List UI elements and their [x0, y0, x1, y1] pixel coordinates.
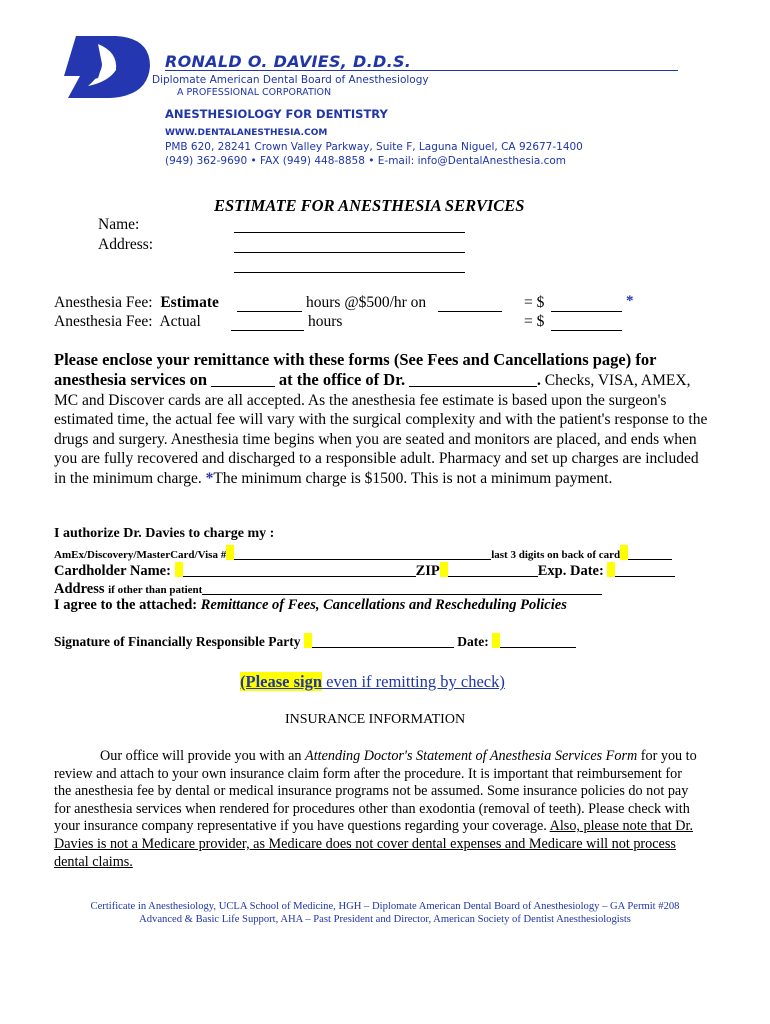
billing-address-row [54, 580, 602, 598]
footer-credentials-2: Advanced & Basic Life Support, AHA – Past President and Director, American Society of Dentist Anesthesiologists [139, 914, 631, 925]
practice-address: PMB 620, 28241 Crown Valley Parkway, Suite F, Laguna Niguel, CA 92677-1400 [165, 141, 583, 153]
fee-label: Anesthesia Fee: [54, 294, 153, 311]
doctor-name: RONALD O. DAVIES, D.D.S. [165, 52, 412, 71]
insurance-form-name: Attending Doctor's Statement of Anesthesia Services Form [305, 748, 638, 764]
name-field[interactable] [234, 232, 465, 233]
agree-text: I agree to the attached: [54, 597, 198, 613]
last3-highlight-marker [620, 545, 628, 560]
address-label: Address: [98, 236, 154, 253]
address-field-line2[interactable] [234, 272, 465, 273]
remittance-period: . [537, 372, 541, 389]
fee-actual-row [54, 313, 201, 331]
actual-equals: = $ [524, 313, 545, 330]
form-title: ESTIMATE FOR ANESTHESIA SERVICES [214, 196, 525, 215]
remittance-bold-1: Please enclose your remittance with these forms (See Fees and Cancellations page) for [54, 350, 657, 369]
fee-estimate-row [54, 294, 219, 312]
remittance-body: Checks, VISA, AMEX, MC and Discover cards are all accepted. As the anesthesia fee estimate is based upon the surgeon's estimated time, the actual fee will vary with the surgical complexity and with the patient's response to the drugs and surgery. Anesthesia time begins when you are seated and monitors are placed, and ends when you are fully recovered and discharged to a responsible adult. Pharmacy and set up charges are included in the minimum charge. [54, 372, 708, 487]
estimate-date-field[interactable] [438, 311, 502, 312]
zip-field[interactable] [448, 562, 538, 577]
name-label: Name: [98, 216, 140, 233]
doctor-name-underline [165, 70, 396, 71]
zip-label: ZIP [415, 563, 440, 579]
signature-row [54, 633, 576, 650]
last3-field[interactable] [628, 548, 672, 560]
doctor-name-field[interactable] [409, 372, 537, 387]
actual-label: Actual [159, 313, 201, 330]
fee-label-2: Anesthesia Fee: [54, 313, 153, 330]
practice-contact: (949) 362-9690 • FAX (949) 448-8858 • E-mail: info@DentalAnesthesia.com [165, 155, 567, 167]
footer-credentials-1: Certificate in Anesthesiology, UCLA School of Medicine, HGH – Diplomate American Dental Board of Anesthesiology – GA Permit #208 [90, 901, 680, 912]
estimate-amount-field[interactable] [551, 311, 622, 312]
remittance-bold-2a: anesthesia services on [54, 370, 208, 389]
please-sign-rest: even if remitting by check) [322, 672, 505, 691]
card-highlight-marker [226, 545, 234, 560]
estimate-equals: = $ [524, 294, 545, 311]
address-field-line1[interactable] [234, 252, 465, 253]
signature-label: Signature of Financially Responsible Party [54, 634, 301, 649]
last3-label: last 3 digits on back of card [491, 549, 621, 561]
estimate-label: Estimate [160, 294, 219, 311]
service-date-field[interactable] [211, 372, 275, 387]
actual-hours-field[interactable] [231, 330, 304, 331]
hours-text: hours [308, 313, 343, 330]
billing-address-label: Address [54, 581, 105, 597]
billing-address-field[interactable] [202, 580, 602, 595]
estimate-hours-field[interactable] [237, 311, 302, 312]
card-number-field[interactable] [234, 548, 491, 560]
signature-field[interactable] [312, 633, 454, 648]
estimate-asterisk: * [626, 293, 634, 309]
insurance-text-mid: for you to review and attach to your own insurance claim form after the procedure. It is important that reimbursement for the anesthesia fee by dental or medical insurance programs not be assumed. Some insurance policies do not pay for anesthesia services when rendered for procedures other than exodontia (removal of teeth). Please check with your insurance company representative if you have questions regarding your coverage. [54, 748, 697, 835]
please-sign-note [240, 672, 505, 692]
billing-address-note: if other than patient [108, 584, 203, 596]
insurance-heading: INSURANCE INFORMATION [285, 712, 466, 727]
remittance-paragraph [54, 350, 714, 489]
authorize-text: I authorize Dr. Davies to charge my : [54, 526, 275, 541]
specialty-heading: ANESTHESIOLOGY FOR DENTISTRY [165, 107, 388, 121]
corp-line: A PROFESSIONAL CORPORATION [177, 87, 332, 98]
exp-date-field[interactable] [615, 562, 675, 577]
cardholder-row [54, 562, 675, 580]
cardholder-highlight-marker [175, 562, 183, 577]
medicare-notice: Also, please note that Dr. Davies is not a Medicare provider, as Medicare does not cover dental expenses and Medicare will not process dental claims. [54, 818, 694, 870]
website-link[interactable]: WWW.DENTALANESTHESIA.COM [165, 128, 328, 138]
remittance-bold-2b: at the office of Dr. [278, 370, 406, 389]
agreement-row [54, 597, 567, 614]
card-number-row [54, 545, 672, 561]
date-field[interactable] [500, 633, 576, 648]
exp-highlight-marker [607, 562, 615, 577]
agree-policies: Remittance of Fees, Cancellations and Rescheduling Policies [200, 597, 567, 613]
exp-date-label: Exp. Date: [537, 563, 604, 579]
practice-logo [58, 30, 153, 102]
please-sign-highlight: (Please sign [240, 672, 323, 691]
cardholder-label: Cardholder Name: [54, 563, 171, 579]
hours-rate-text: hours @$500/hr on [306, 294, 427, 311]
date-label: Date: [457, 634, 489, 649]
card-number-label: AmEx/Discovery/MasterCard/Visa # [54, 549, 227, 561]
zip-highlight-marker [440, 562, 448, 577]
date-highlight-marker [492, 633, 500, 648]
insurance-paragraph [54, 748, 702, 871]
remittance-minimum: The minimum charge is $1500. This is not a minimum payment. [213, 469, 613, 487]
insurance-text-start: Our office will provide you with an [100, 748, 306, 764]
minimum-asterisk: * [205, 469, 214, 487]
signature-highlight-marker [304, 633, 312, 648]
letterhead-rule [396, 70, 678, 71]
board-line: Diplomate American Dental Board of Anesthesiology [152, 74, 429, 86]
logo-graphic [58, 30, 153, 102]
actual-amount-field[interactable] [551, 330, 622, 331]
cardholder-name-field[interactable] [183, 562, 416, 577]
